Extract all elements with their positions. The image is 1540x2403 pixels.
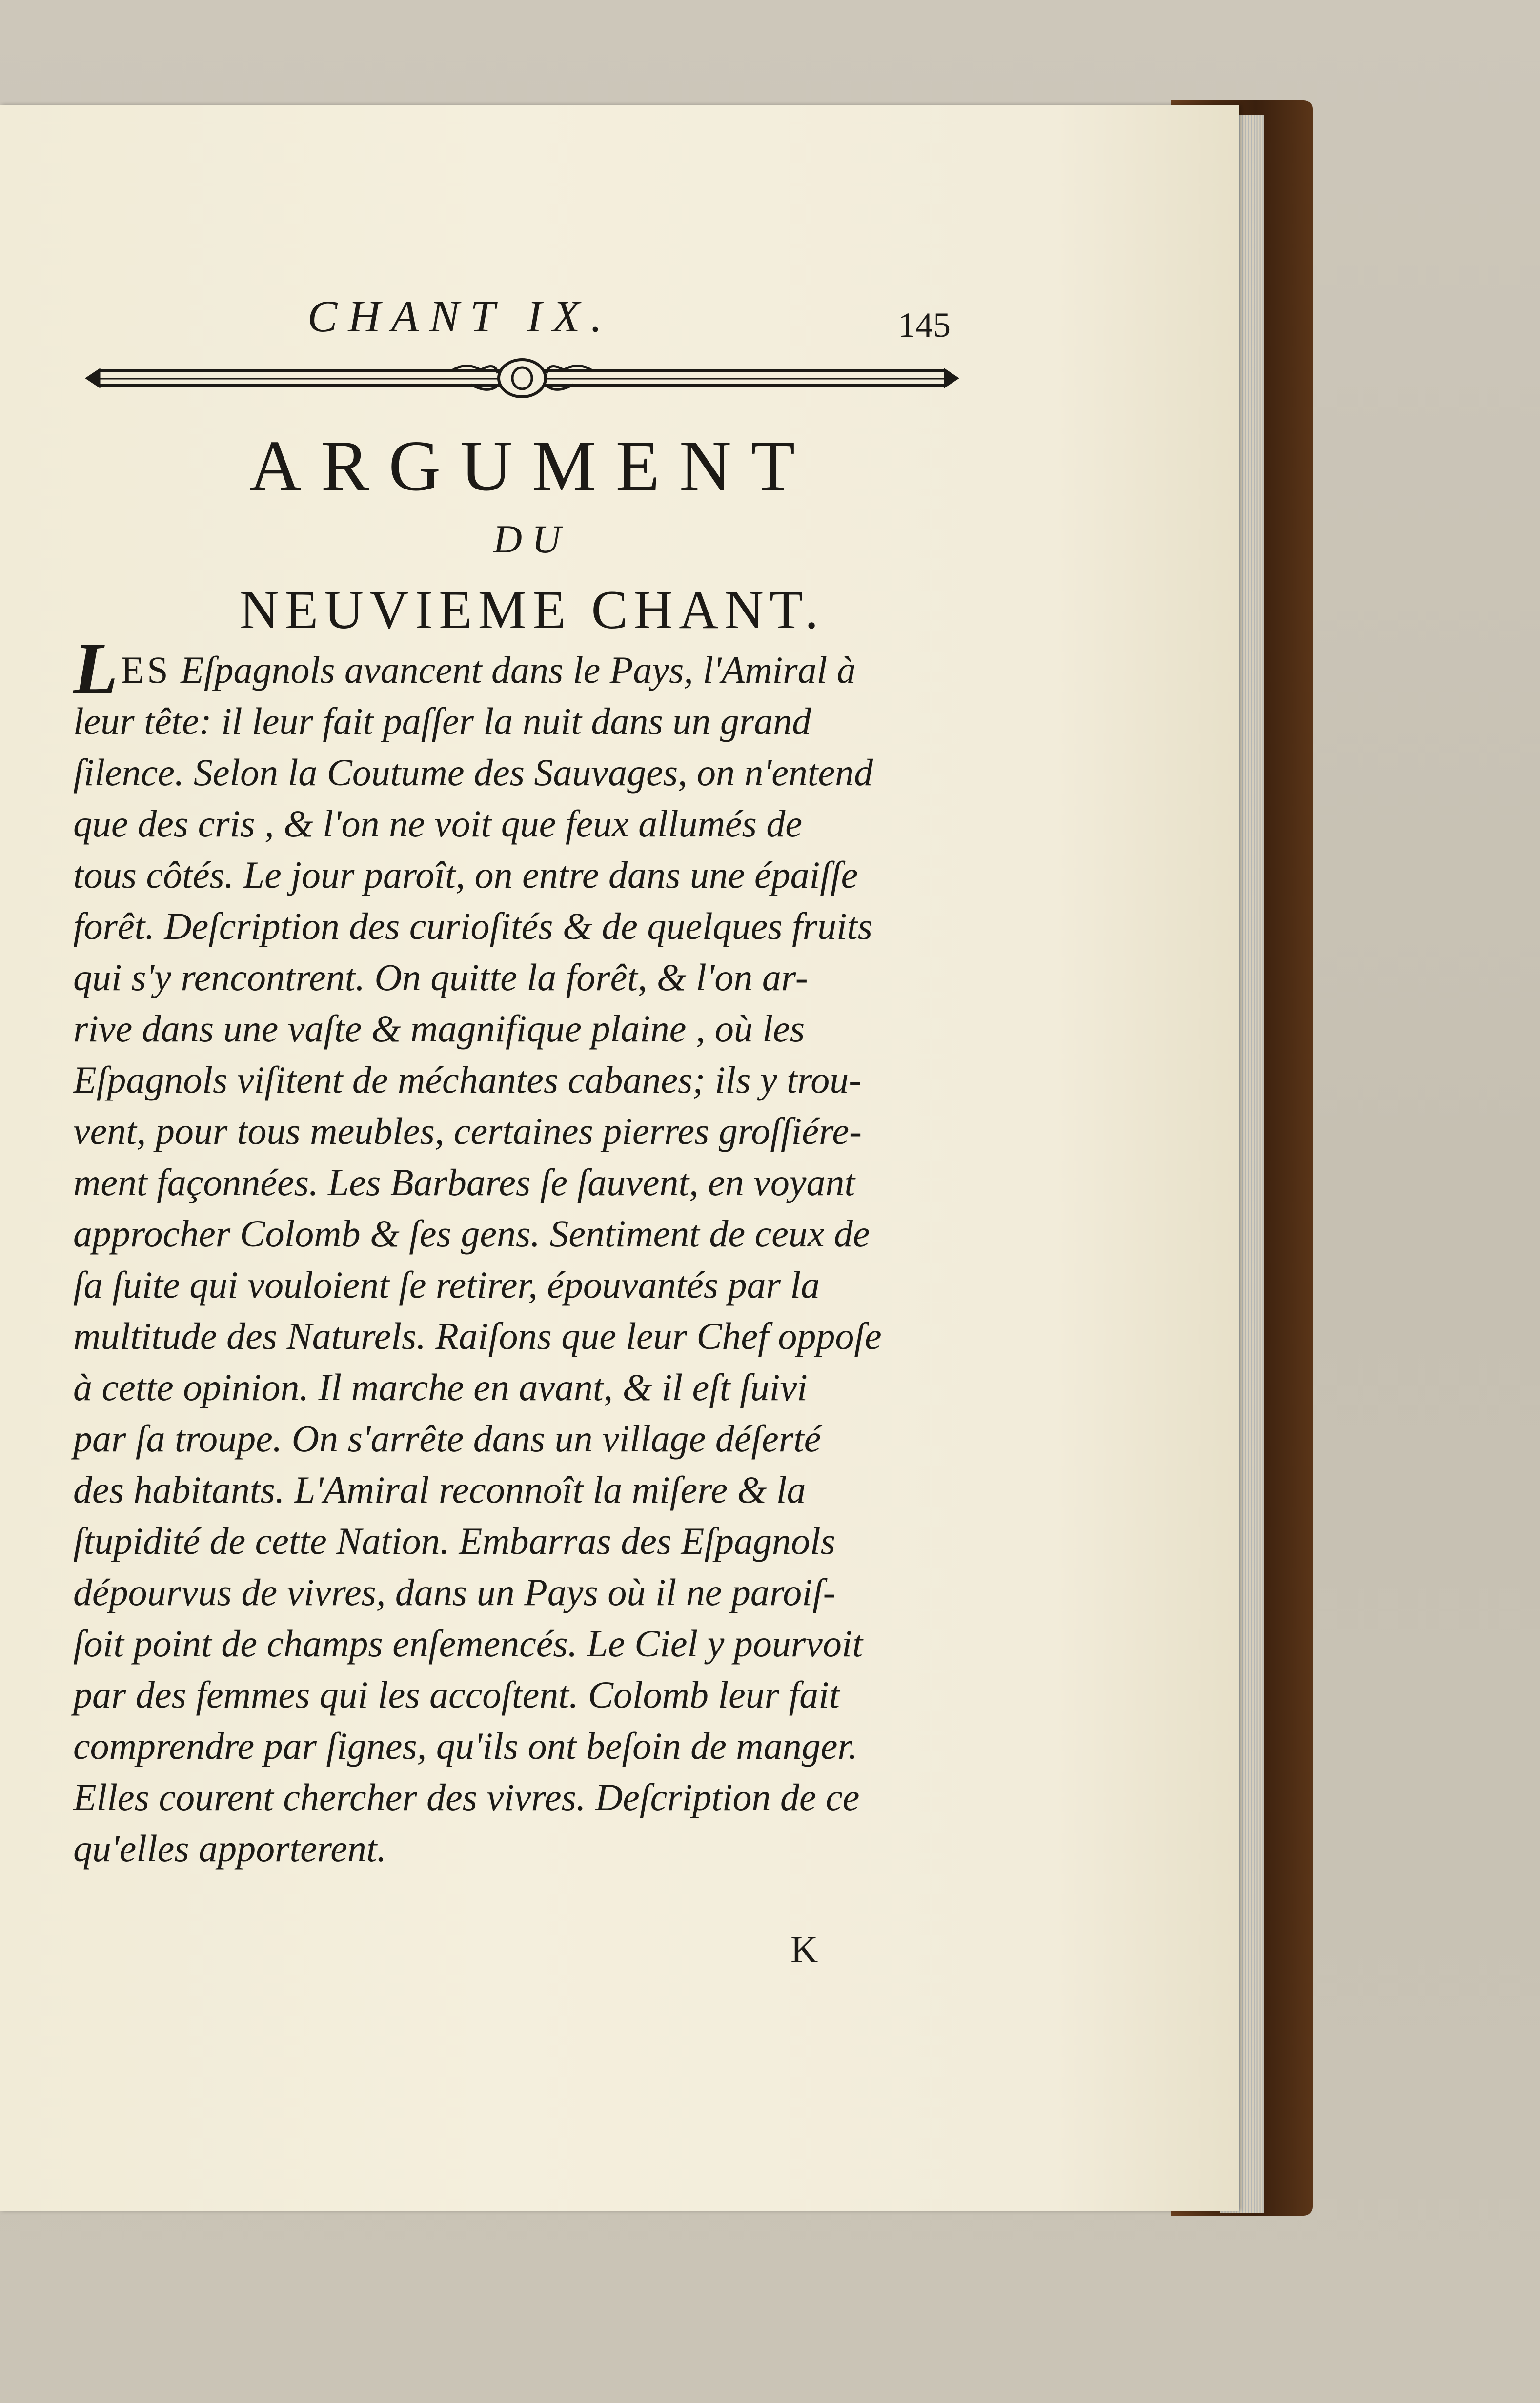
running-head: CHANT IX. [307, 291, 613, 341]
signature-mark: K [790, 1928, 818, 1971]
text-line: qu'elles apporterent. [73, 1827, 387, 1870]
text-line: approcher Colomb & ſes gens. Sentiment de ceux de [73, 1212, 870, 1255]
text-line: dépourvus de vivres, dans un Pays où il ne paroiſ- [73, 1571, 836, 1613]
page-header [0, 290, 1239, 349]
argument-text [73, 628, 981, 1874]
text-line: leur tête: il leur fait paſſer la nuit dans un grand [73, 700, 811, 742]
text-line: Elles courent chercher des vivres. Deſcription de ce [73, 1776, 860, 1818]
text-line: LES Eſpagnols avancent dans le Pays, l'Amiral à [73, 628, 856, 709]
text-line: des habitants. L'Amiral reconnoît la miſere & la [73, 1468, 806, 1511]
drop-cap: L [73, 628, 118, 709]
page-number: 145 [898, 305, 951, 345]
ornament-band [81, 356, 964, 400]
text-line: par ſa troupe. On s'arrête dans un village déſerté [73, 1417, 821, 1460]
title-argument: ARGUMENT [249, 426, 815, 506]
text-line: que des cris , & l'on ne voit que feux allumés de [73, 802, 802, 845]
text-line: à cette opinion. Il marche en avant, & il eſt ſuivi [73, 1366, 808, 1408]
text-line: qui s'y rencontrent. On quitte la forêt, & l'on ar- [73, 956, 808, 998]
text-line: vent, pour tous meubles, certaines pierres groſſiére- [73, 1110, 862, 1152]
argument-title [73, 425, 991, 649]
text-line: rive dans une vaſte & magnifique plaine , où les [73, 1007, 805, 1050]
title-chant: NEUVIEME CHANT. [239, 580, 825, 640]
text-line: comprendre par ſignes, qu'ils ont beſoin de manger. [73, 1725, 858, 1767]
text-line: Eſpagnols viſitent de méchantes cabanes; ils y trou- [73, 1059, 862, 1101]
text-line: tous côtés. Le jour paroît, on entre dans une épaiſſe [73, 854, 858, 896]
text-line: ſtupidité de cette Nation. Embarras des Eſpagnols [73, 1520, 836, 1562]
text-line: ment façonnées. Les Barbares ſe ſauvent, en voyant [73, 1161, 855, 1203]
text-line: ſoit point de champs enſemencés. Le Ciel y pourvoit [73, 1622, 863, 1665]
text-line: ſilence. Selon la Coutume des Sauvages, on n'entend [73, 751, 873, 794]
text-line: ſa ſuite qui vouloient ſe retirer, épouvantés par la [73, 1263, 820, 1306]
text-line: forêt. Deſcription des curioſités & de quelques fruits [73, 905, 872, 947]
title-du: DU [493, 517, 571, 561]
first-word-rest: ES [121, 649, 171, 691]
text-line: multitude des Naturels. Raiſons que leur Chef oppoſe [73, 1315, 882, 1357]
text-line: par des femmes qui les accoſtent. Colomb leur fait [73, 1673, 840, 1716]
